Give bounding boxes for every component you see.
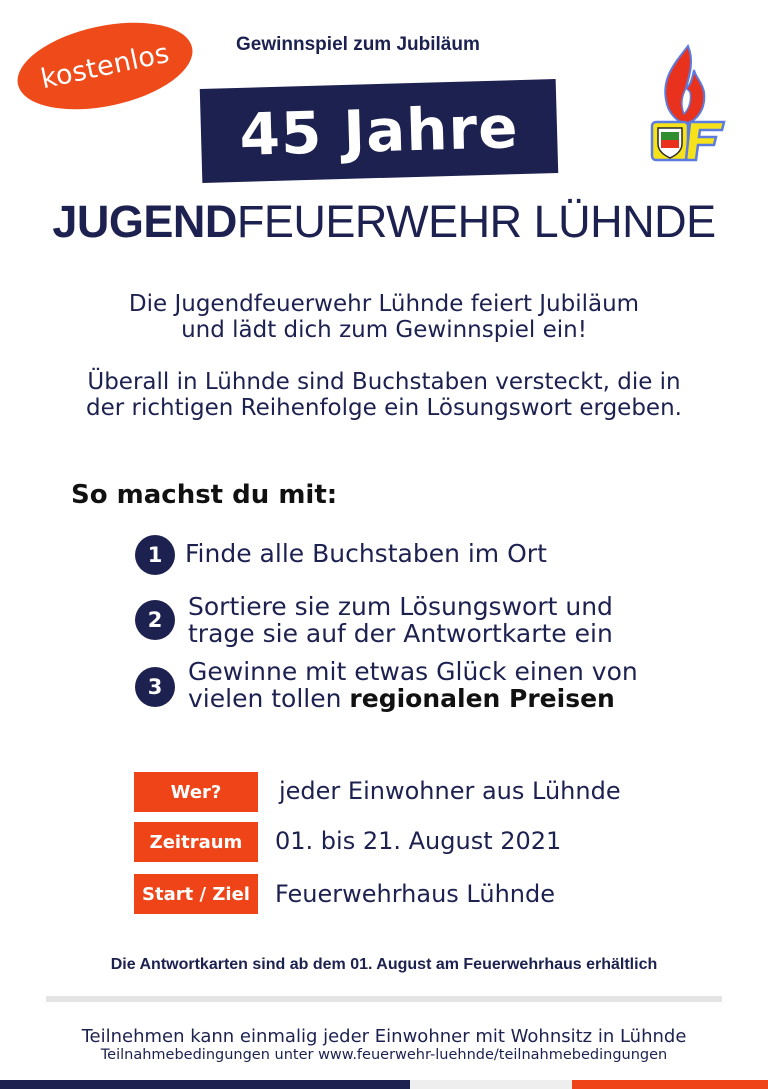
step-line <box>188 685 638 712</box>
intro-line: Die Jugendfeuerwehr Lühnde feiert Jubiläum <box>128 291 640 317</box>
step-line: Gewinne mit etwas Glück einen von <box>188 657 638 686</box>
step-3-text <box>188 658 638 712</box>
step-2-number: 2 <box>135 600 175 640</box>
intro-line: Überall in Lühnde sind Buchstaben versteckt, die in <box>87 369 681 395</box>
organisation-name-rest: FEUERWEHR LÜHNDE <box>236 196 716 247</box>
free-badge <box>10 8 201 123</box>
bottom-bar-navy <box>0 1080 410 1089</box>
step-line: Finde alle Buchstaben im Ort <box>185 539 547 568</box>
info-label-start-finish: Start / Ziel <box>134 874 258 914</box>
divider <box>46 996 722 1002</box>
footer-terms: Teilnahmebedingungen unter www.feuerwehr-luehnde/teilnahmebedingungen <box>100 1047 668 1063</box>
step-2-text <box>188 593 613 647</box>
organisation-name-bold: JUGEND <box>52 196 237 247</box>
steps-heading: So machst du mit: <box>71 480 338 510</box>
step-3-number: 3 <box>135 667 175 707</box>
info-value-who: jeder Einwohner aus Lühnde <box>279 777 621 805</box>
info-value-period: 01. bis 21. August 2021 <box>275 827 562 855</box>
anniversary-title: 45 Jahre <box>238 93 520 169</box>
organisation-name <box>0 196 768 248</box>
footer-eligibility: Teilnehmen kann einmalig jeder Einwohner mit Wohnsitz in Lühnde <box>81 1026 687 1047</box>
anniversary-title-box <box>200 79 558 183</box>
subtitle: Gewinnspiel zum Jubiläum <box>236 34 480 55</box>
step-1-text <box>185 540 547 567</box>
free-badge-label: kostenlos <box>38 37 172 95</box>
step-line-bold: regionalen Preisen <box>349 684 615 713</box>
intro-line: und lädt dich zum Gewinnspiel ein! <box>181 317 587 343</box>
intro-text <box>20 291 748 421</box>
jugendfeuerwehr-flame-logo-icon <box>644 44 728 168</box>
bottom-bar-orange <box>572 1080 768 1089</box>
info-value-start-finish: Feuerwehrhaus Lühnde <box>275 880 555 908</box>
step-line-text: vielen tollen <box>188 684 350 713</box>
bottom-bar-light <box>410 1080 572 1089</box>
info-label-period: Zeitraum <box>134 822 258 862</box>
intro-line: der richtigen Reihenfolge ein Lösungswort ergeben. <box>86 395 682 421</box>
step-line: Sortiere sie zum Lösungswort und <box>188 592 613 621</box>
info-label-who: Wer? <box>134 772 258 812</box>
answer-card-note: Die Antwortkarten sind ab dem 01. August am Feuerwehrhaus erhältlich <box>110 956 658 973</box>
step-1-number: 1 <box>135 535 175 575</box>
step-line: trage sie auf der Antwortkarte ein <box>188 619 613 648</box>
